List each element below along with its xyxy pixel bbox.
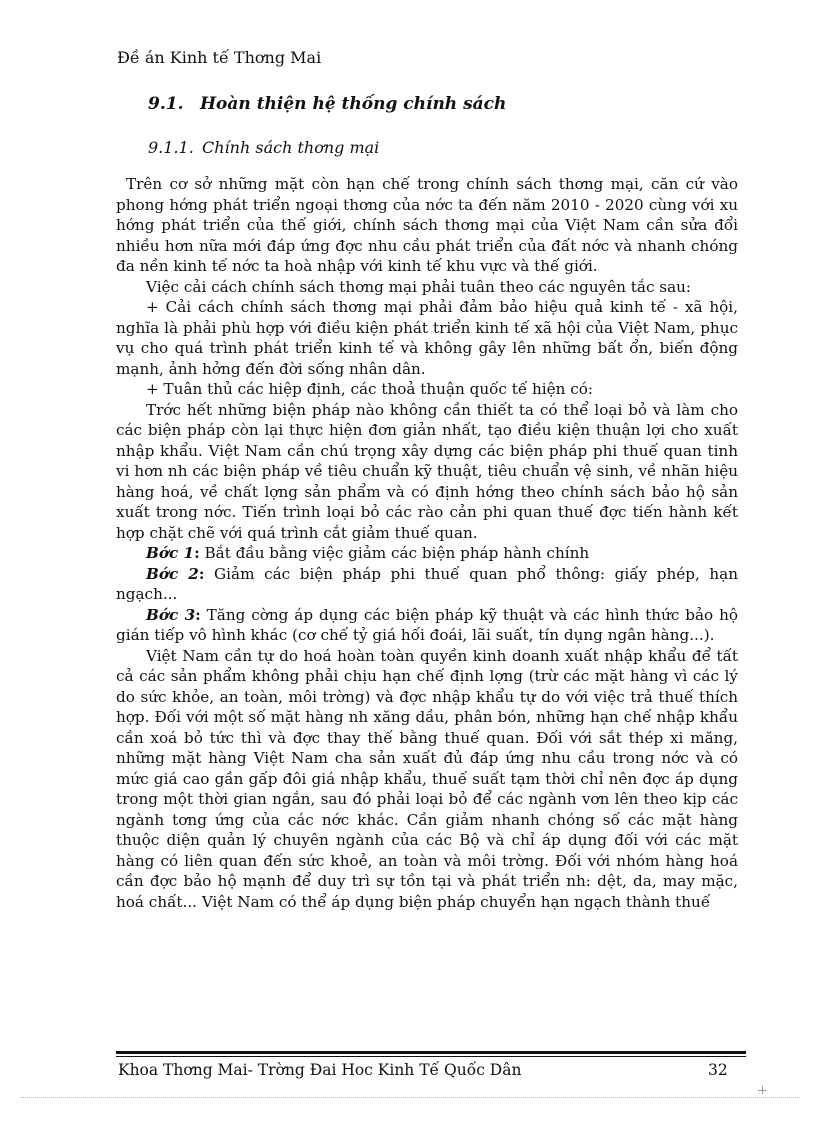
paragraph: + Tuân thủ các hiệp định, các thoả thuận quốc tế hiện có: xyxy=(146,380,594,398)
header-title: Đề án Kinh tế Thơng Mai xyxy=(117,48,322,67)
subsection-number: 9.1.1. xyxy=(148,138,194,157)
step-text: Bắt đầu bằng việc giảm các biện pháp hành chính xyxy=(199,544,590,562)
step-text: Tăng cờng áp dụng các biện pháp kỹ thuật và các hình thức bảo hộ gián tiếp vô hình khác (cơ chế tỷ giá hối đoái, lãi suất, tín dụng ngân hàng...). xyxy=(116,605,738,644)
page-number: 32 xyxy=(708,1061,728,1079)
footer-faculty: Khoa Thơng Mai- Trờng Đai Hoc Kinh Tế Quốc Dân xyxy=(118,1061,522,1079)
paragraph: Việc cải cách chính sách thơng mại phải tuân theo các nguyên tắc sau: xyxy=(146,277,692,296)
section-number: 9.1. xyxy=(148,94,184,114)
footer-rule-thick xyxy=(116,1051,746,1054)
step-text: Giảm các biện pháp phi thuế quan phổ thông: giấy phép, hạn ngạch... xyxy=(116,564,738,603)
step-label: Bớc 3 xyxy=(146,605,196,624)
step-item: Bớc 3: Tăng cờng áp dụng các biện pháp kỹ thuật và các hình thức bảo hộ gián tiếp vô hình khác (cơ chế tỷ giá hối đoái, lãi suất, tín dụng ngân hàng...). xyxy=(116,605,738,644)
subsection-heading xyxy=(148,138,379,157)
page-bottom-dotted-line xyxy=(20,1097,800,1098)
paragraph: Việt Nam cần tự do hoá hoàn toàn quyền kinh doanh xuất nhập khẩu để tất cả các sản phẩm không phải chịu hạn chế định lợng (trừ các mặt hàng vì các lý do sức khỏe, an toàn, môi trờng) và đợc nhập khẩu tự do với việc trả thuế thích hợp. Đối với một số mặt hàng nh xăng dầu, phân bón, những hạn chế nhập khẩu cần xoá bỏ tức thì và đợc thay thế bằng thuế quan. Đối với sắt thép xi măng, những mặt hàng Việt Nam cha sản xuất đủ đáp ứng nhu cầu trong nớc và có mức giá cao gần gấp đôi giá nhập khẩu, thuế suất tạm thời chỉ nên đợc áp dụng trong một thời gian ngắn, sau đó phải loại bỏ để các ngành vơn lên theo kịp các ngành tơng ứng của các nớc khác. Cần giảm nhanh chóng số các mặt hàng thuộc diện quản lý chuyên ngành của các Bộ và chỉ áp dụng đối với các mặt hàng có liên quan đến sức khoẻ, an toàn và môi trờng. Đối với nhóm hàng hoá cần đợc bảo hộ mạnh để duy trì sự tồn tại và phát triển nh: dệt, da, may mặc, hoá chất... Việt Nam có thể áp dụng biện pháp chuyển hạn ngạch thành thuế xyxy=(116,646,738,911)
section-title: Hoàn thiện hệ thống chính sách xyxy=(200,94,507,114)
section-heading xyxy=(148,94,506,114)
body-text xyxy=(116,174,738,912)
footer-rule-thin xyxy=(116,1056,746,1057)
subsection-title: Chính sách thơng mại xyxy=(202,138,380,157)
step-item: Bớc 2: Giảm các biện pháp phi thuế quan phổ thông: giấy phép, hạn ngạch... xyxy=(116,564,738,603)
crop-mark xyxy=(762,1086,763,1094)
step-label: Bớc 2 xyxy=(146,564,199,583)
step-label: Bớc 1 xyxy=(146,544,195,562)
paragraph: Trên cơ sở những mặt còn hạn chế trong chính sách thơng mại, căn cứ vào phong hớng phát triển ngoại thơng của nớc ta đến năm 2010 - 2020 cùng với xu hớng phát triển của thế giới, chính sách thơng mại của Việt Nam cần sửa đổi nhiều hơn nữa mới đáp ứng đợc nhu cầu phát triển của đất nớc và nhanh chóng đa nền kinh tế nớc ta hoà nhập với kinh tế khu vực và thế giới. xyxy=(116,175,738,275)
paragraph: Trớc hết những biện pháp nào không cần thiết ta có thể loại bỏ và làm cho các biện pháp còn lại thực hiện đơn giản nhất, tạo điều kiện thuận lợi cho xuất nhập khẩu. Việt Nam cần chú trọng xây dựng các biện pháp phi thuế quan tinh vi hơn nh các biện pháp về tiêu chuẩn kỹ thuật, tiêu chuẩn vệ sinh, về nhãn hiệu hàng hoá, về chất lợng sản phẩm và có định hớng theo chính sách bảo hộ sản xuất trong nớc. Tiến trình loại bỏ các rào cản phi quan thuế đợc tiến hành kết hợp chặt chẽ với quá trình cắt giảm thuế quan. xyxy=(116,400,738,542)
step-item: Bớc 1: Bắt đầu bằng việc giảm các biện pháp hành chính xyxy=(146,544,590,562)
paragraph: + Cải cách chính sách thơng mại phải đảm bảo hiệu quả kinh tế - xã hội, nghĩa là phải phù hợp với điều kiện phát triển kinh tế xã hội của Việt Nam, phục vụ cho quá trình phát triển kinh tế và không gây lên những bất ổn, biến động mạnh, ảnh hởng đến đời sống nhân dân. xyxy=(116,298,738,378)
